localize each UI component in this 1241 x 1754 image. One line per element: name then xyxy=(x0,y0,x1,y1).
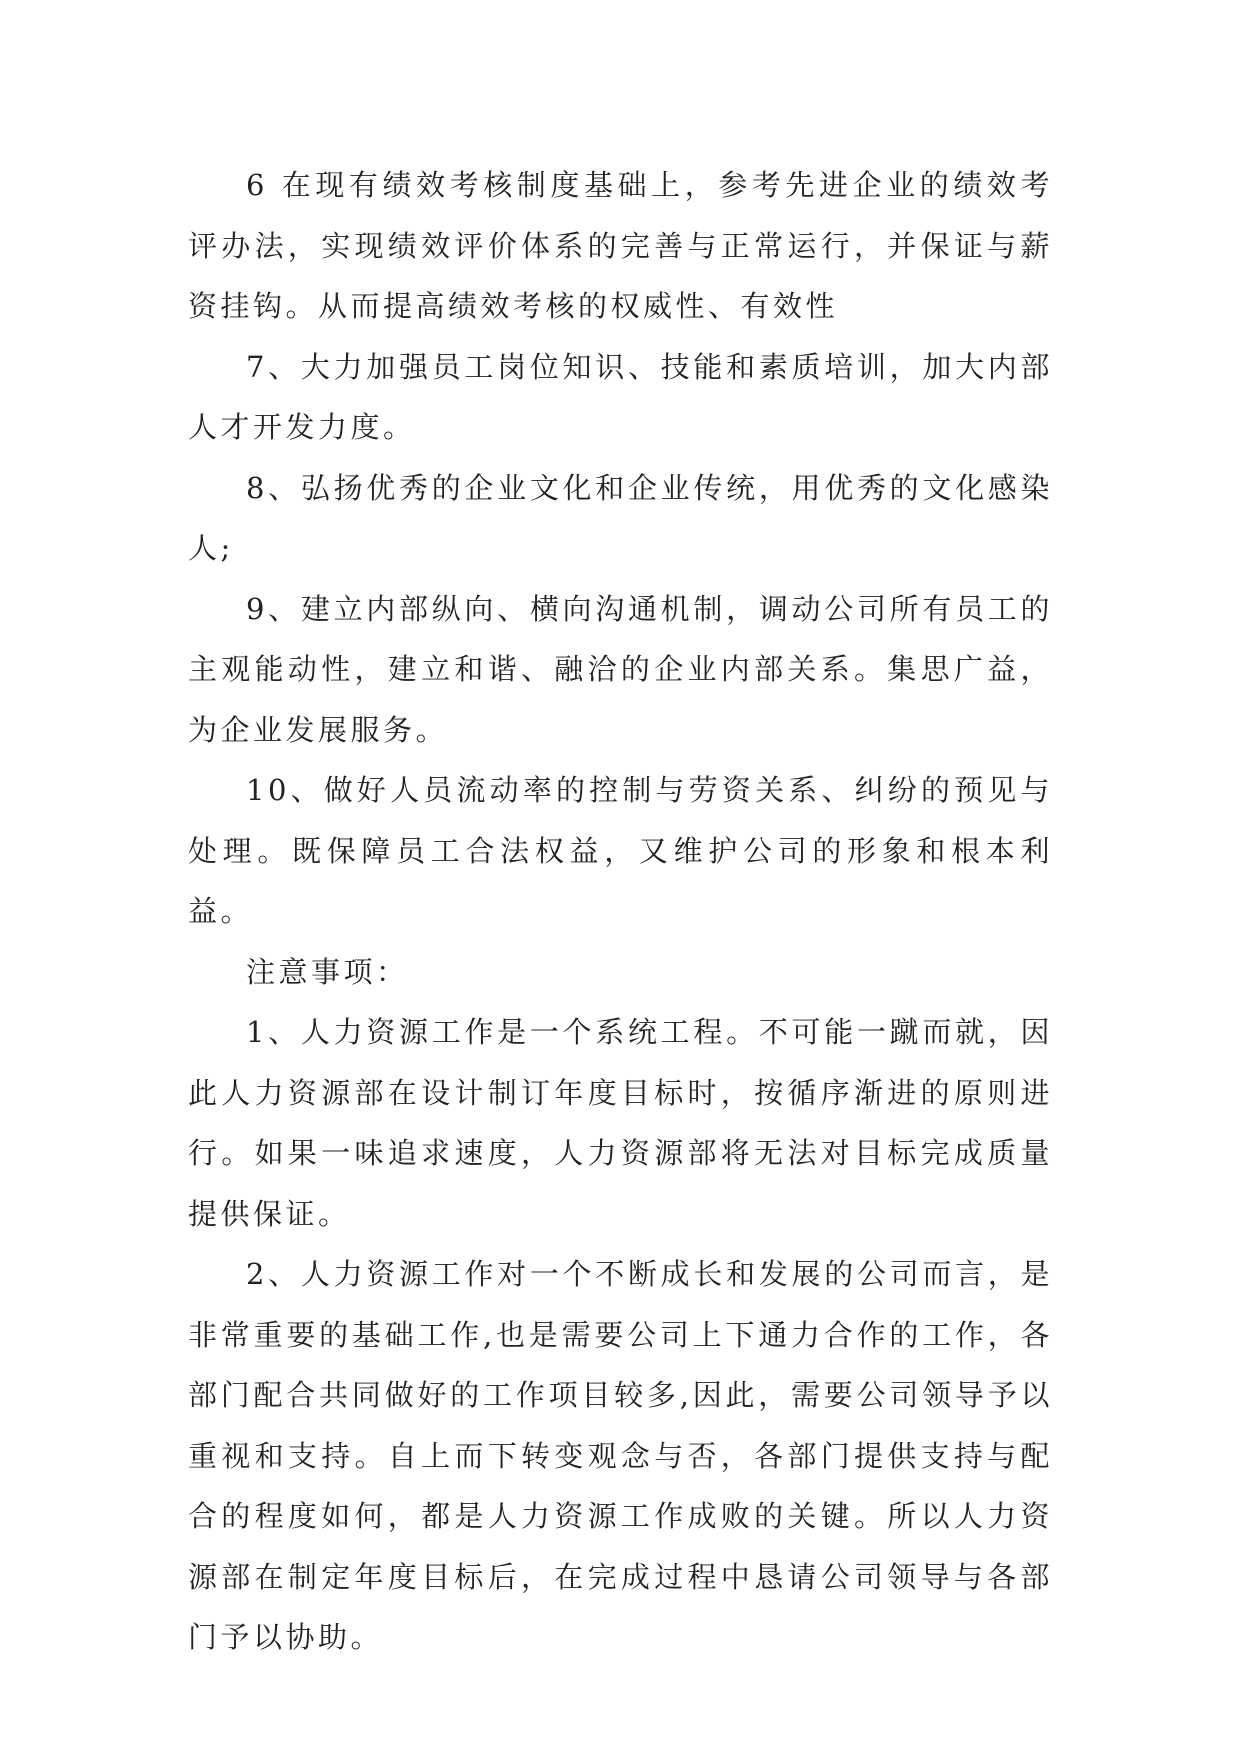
document-body xyxy=(188,155,1053,1668)
paragraph-item-9: 9、建立内部纵向、横向沟通机制，调动公司所有员工的主观能动性，建立和谐、融洽的企业内部关系。集思广益，为企业发展服务。 xyxy=(188,591,1053,747)
paragraph-item-7: 7、大力加强员工岗位知识、技能和素质培训，加大内部人才开发力度。 xyxy=(188,349,1053,444)
notes-heading: 注意事项： xyxy=(246,954,409,989)
paragraph-item-8: 8、弘扬优秀的企业文化和企业传统，用优秀的文化感染人; xyxy=(188,470,1053,565)
note-item-1: 1、人力资源工作是一个系统工程。不可能一蹴而就，因此人力资源部在设计制订年度目标时，按循序渐进的原则进行。如果一味追求速度，人力资源部将无法对目标完成质量提供保证。 xyxy=(188,1015,1053,1231)
paragraph-item-6: 6 在现有绩效考核制度基础上，参考先进企业的绩效考评办法，实现绩效评价体系的完善与正常运行，并保证与薪资挂钩。从而提高绩效考核的权威性、有效性 xyxy=(188,168,1053,323)
note-item-2: 2、人力资源工作对一个不断成长和发展的公司而言，是非常重要的基础工作,也是需要公司上下通力合作的工作，各部门配合共同做好的工作项目较多,因此，需要公司领导予以重视和支持。自上而下转变观念与否，各部门提供支持与配合的程度如何，都是人力资源工作成败的关键。所以人力资源部在制定年度目标后，在完成过程中恳请公司领导与各部门予以协助。 xyxy=(188,1257,1053,1654)
paragraph-item-10: 10、做好人员流动率的控制与劳资关系、纠纷的预见与处理。既保障员工合法权益，又维护公司的形象和根本利益。 xyxy=(188,773,1053,928)
